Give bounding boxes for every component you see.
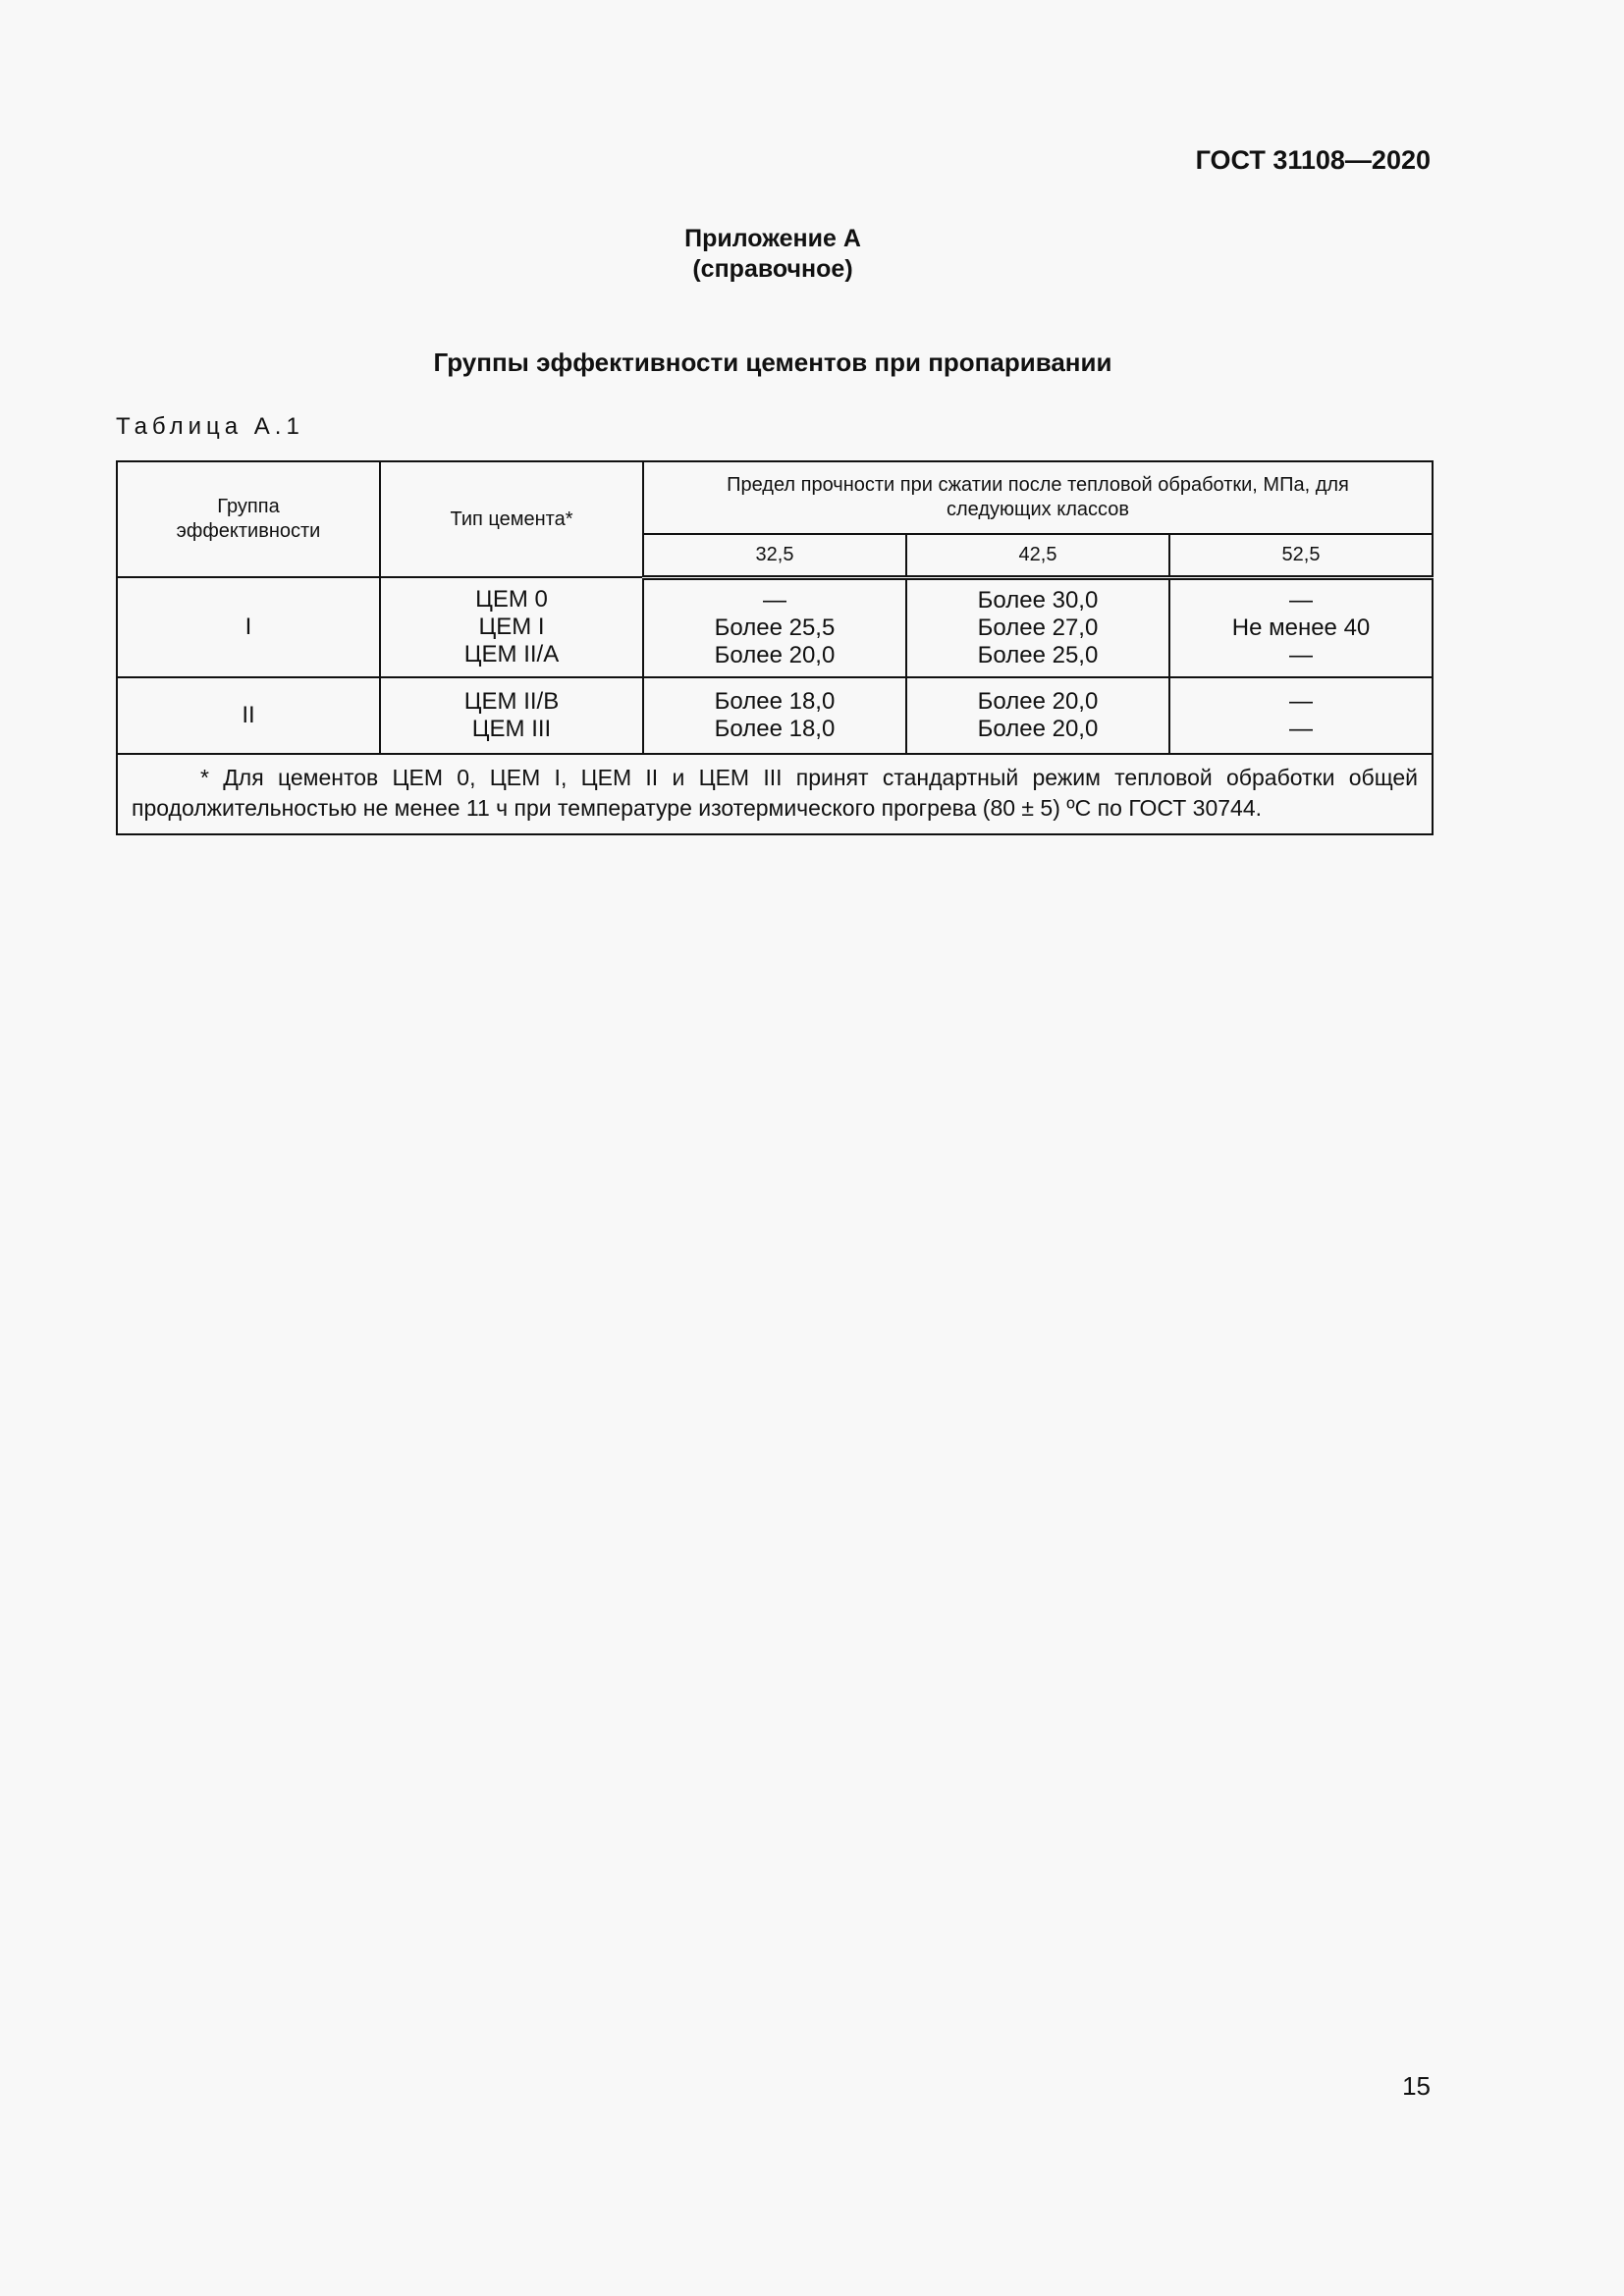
strength-value: Более 30,0 <box>977 586 1099 614</box>
page-number: 15 <box>1402 2071 1431 2101</box>
strength-value: Более 18,0 <box>714 688 836 715</box>
cement-type: ЦЕМ II/A <box>463 641 560 667</box>
group-cell: I <box>117 577 380 677</box>
document-code: ГОСТ 31108—2020 <box>1195 145 1431 175</box>
strength-value: Не менее 40 <box>1231 614 1371 641</box>
column-header-group <box>117 461 380 577</box>
strength-32-5-cell <box>643 577 906 677</box>
strength-value: — <box>1289 716 1313 742</box>
strength-42-5-cell <box>906 677 1169 754</box>
cement-type-cell <box>380 577 643 677</box>
appendix-title: Приложение А <box>684 225 861 252</box>
table-row <box>117 577 1433 677</box>
table-row <box>117 677 1433 754</box>
efficiency-groups-table <box>116 460 1434 835</box>
footnote-row <box>117 754 1433 834</box>
class-header-32-5: 32,5 <box>643 534 906 577</box>
strength-value: Более 20,0 <box>714 641 836 668</box>
group-cell: II <box>117 677 380 754</box>
section-title: Группы эффективности цементов при пропаривании <box>433 347 1112 377</box>
column-header-group-text: Группа эффективности <box>176 496 321 542</box>
strength-value: Более 18,0 <box>714 716 836 742</box>
strength-value: Более 25,0 <box>977 641 1099 668</box>
cement-type: ЦЕМ I <box>478 614 545 640</box>
strength-52-5-cell <box>1169 677 1433 754</box>
appendix-subtitle: (справочное) <box>692 255 853 283</box>
strength-52-5-cell <box>1169 577 1433 677</box>
column-header-strength <box>643 461 1433 534</box>
strength-value: Более 27,0 <box>977 614 1099 641</box>
class-header-52-5: 52,5 <box>1169 534 1433 577</box>
strength-value: — <box>763 586 786 614</box>
strength-value: Более 20,0 <box>977 716 1099 742</box>
cement-type-cell <box>380 677 643 754</box>
appendix-heading <box>0 224 1545 285</box>
strength-value: — <box>1289 586 1313 614</box>
strength-32-5-cell <box>643 677 906 754</box>
strength-value: Более 20,0 <box>977 688 1099 715</box>
cement-type: ЦЕМ III <box>471 716 552 742</box>
cement-type: ЦЕМ II/B <box>463 688 560 715</box>
strength-value: — <box>1289 688 1313 715</box>
strength-value: Более 25,5 <box>714 614 836 641</box>
column-header-type: Тип цемента* <box>380 461 643 577</box>
table-label: Таблица А.1 <box>116 413 304 440</box>
class-header-42-5: 42,5 <box>906 534 1169 577</box>
cement-type: ЦЕМ 0 <box>475 586 548 613</box>
footnote-text: * Для цементов ЦЕМ 0, ЦЕМ I, ЦЕМ II и ЦЕМ III принят стандартный режим тепловой обработки общей продолжительностью не менее 11 ч при температуре изотермического прогрева (80 ± 5) ºС по ГОСТ 30744. <box>132 765 1419 821</box>
column-header-strength-text: Предел прочности при сжатии после тепловой обработки, МПа, для следующих классов <box>727 474 1349 520</box>
strength-42-5-cell <box>906 577 1169 677</box>
strength-value: — <box>1289 641 1313 668</box>
table-footnote <box>117 754 1433 834</box>
